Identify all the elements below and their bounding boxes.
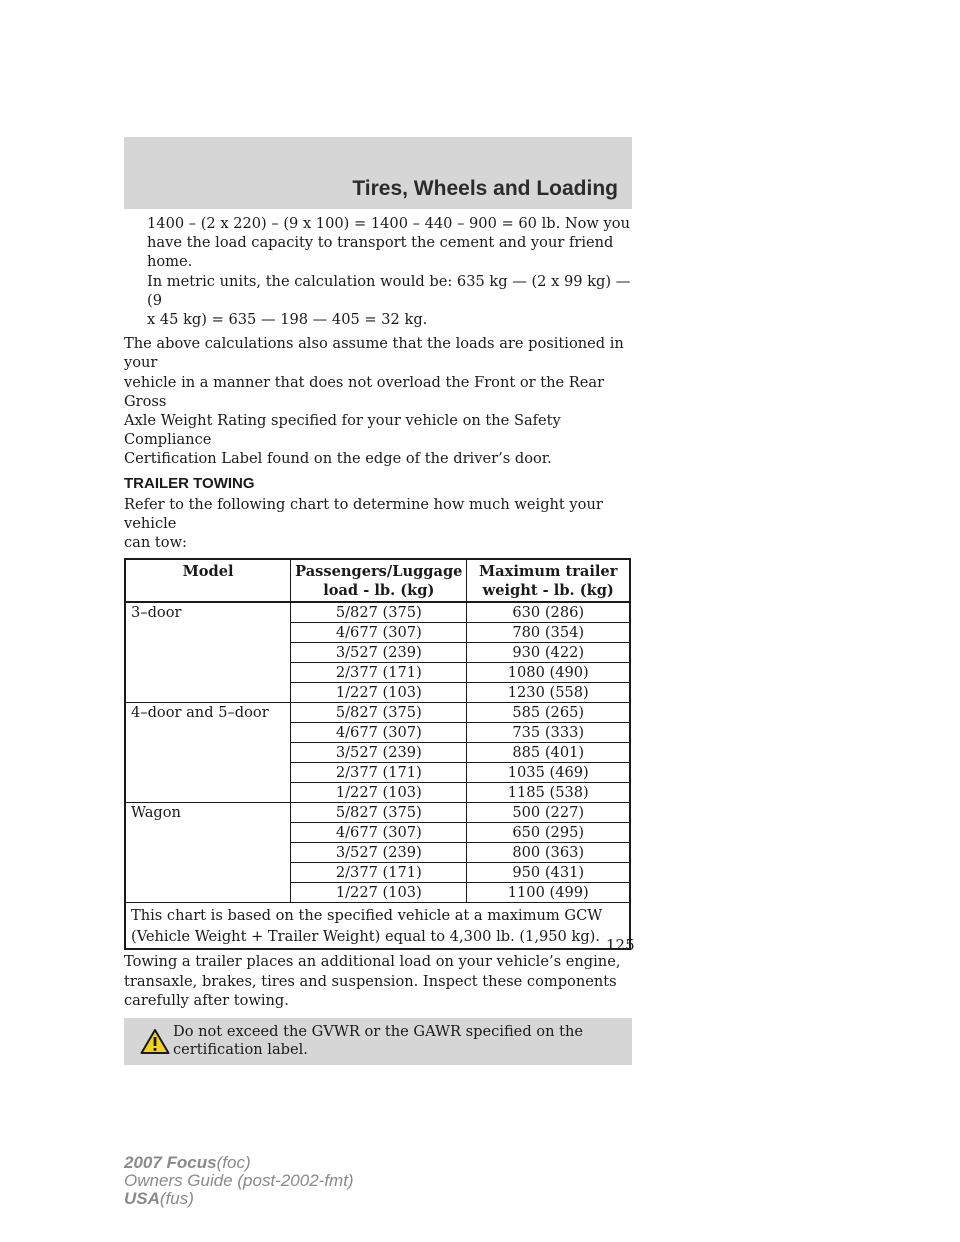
max-weight-cell: 500 (227): [467, 803, 630, 823]
load-cell: 4/677 (307): [291, 723, 467, 743]
max-weight-cell: 1035 (469): [467, 763, 630, 783]
max-weight-cell: 1100 (499): [467, 883, 630, 903]
max-weight-cell: 1080 (490): [467, 663, 630, 683]
max-weight-cell: 735 (333): [467, 723, 630, 743]
column-header-max-trailer: Maximum trailer weight - lb. (kg): [467, 559, 630, 602]
table-note: This chart is based on the specified vehicle at a maximum GCW (Vehicle Weight + Trailer Weight) equal to 4,300 lb. (1,950 kg).: [125, 903, 630, 950]
column-header-model: Model: [125, 559, 291, 602]
load-cell: 1/227 (103): [291, 683, 467, 703]
load-cell: 3/527 (239): [291, 743, 467, 763]
warning-box: [124, 1018, 632, 1065]
table-header-row: [125, 559, 630, 602]
load-cell: 2/377 (171): [291, 663, 467, 683]
load-cell: 4/677 (307): [291, 823, 467, 843]
table-row: [125, 703, 630, 723]
max-weight-cell: 1230 (558): [467, 683, 630, 703]
load-cell: 5/827 (375): [291, 602, 467, 623]
load-cell: 5/827 (375): [291, 703, 467, 723]
page-number: 125: [606, 936, 635, 954]
load-cell: 3/527 (239): [291, 643, 467, 663]
footer: 2007 Focus(foc) Owners Guide (post-2002-fmt) USA(fus): [124, 1153, 354, 1208]
column-header-load: Passengers/Luggage load - lb. (kg): [291, 559, 467, 602]
max-weight-cell: 930 (422): [467, 643, 630, 663]
page-content: [124, 214, 632, 1065]
model-cell: 4–door and 5–door: [125, 703, 291, 803]
warning-text: Do not exceed the GVWR or the GAWR specified on the certification label.: [173, 1023, 584, 1059]
load-cell: 2/377 (171): [291, 763, 467, 783]
load-cell: 1/227 (103): [291, 783, 467, 803]
table-note-row: [125, 903, 630, 950]
table-row: [125, 803, 630, 823]
load-cell: 5/827 (375): [291, 803, 467, 823]
section-title: Tires, Wheels and Loading: [352, 177, 618, 200]
section-header: [124, 137, 632, 209]
model-cell: 3–door: [125, 602, 291, 703]
max-weight-cell: 1185 (538): [467, 783, 630, 803]
max-weight-cell: 585 (265): [467, 703, 630, 723]
warning-triangle-icon: [140, 1028, 170, 1055]
max-weight-cell: 650 (295): [467, 823, 630, 843]
assumption-paragraph: The above calculations also assume that the loads are positioned in your vehicle in a manner that does not overload the Front or the Rear Gross Axle Weight Rating specified for your vehicle on the Safety Compliance Certification Label found on the edge of the driver’s door.: [124, 335, 624, 468]
table-row: [125, 602, 630, 623]
load-cell: 2/377 (171): [291, 863, 467, 883]
calc-paragraph: 1400 – (2 x 220) – (9 x 100) = 1400 – 440 – 900 = 60 lb. Now you have the load capacity to transport the cement and your friend home. In metric units, the calculation would be: 635 kg — (2 x 99 kg) — (9 x 45 kg) = 635 — 198 — 405 = 32 kg.: [147, 215, 631, 329]
max-weight-cell: 885 (401): [467, 743, 630, 763]
load-cell: 3/527 (239): [291, 843, 467, 863]
max-weight-cell: 950 (431): [467, 863, 630, 883]
max-weight-cell: 780 (354): [467, 623, 630, 643]
trailer-towing-heading: TRAILER TOWING: [124, 474, 255, 492]
model-cell: Wagon: [125, 803, 291, 903]
towing-paragraph: Towing a trailer places an additional load on your vehicle’s engine, transaxle, brakes, tires and suspension. Inspect these components carefully after towing.: [124, 953, 621, 1009]
trailer-weight-table: [124, 558, 631, 950]
refer-paragraph: Refer to the following chart to determine how much weight your vehicle can tow:: [124, 495, 603, 552]
max-weight-cell: 800 (363): [467, 843, 630, 863]
load-cell: 1/227 (103): [291, 883, 467, 903]
load-cell: 4/677 (307): [291, 623, 467, 643]
max-weight-cell: 630 (286): [467, 602, 630, 623]
